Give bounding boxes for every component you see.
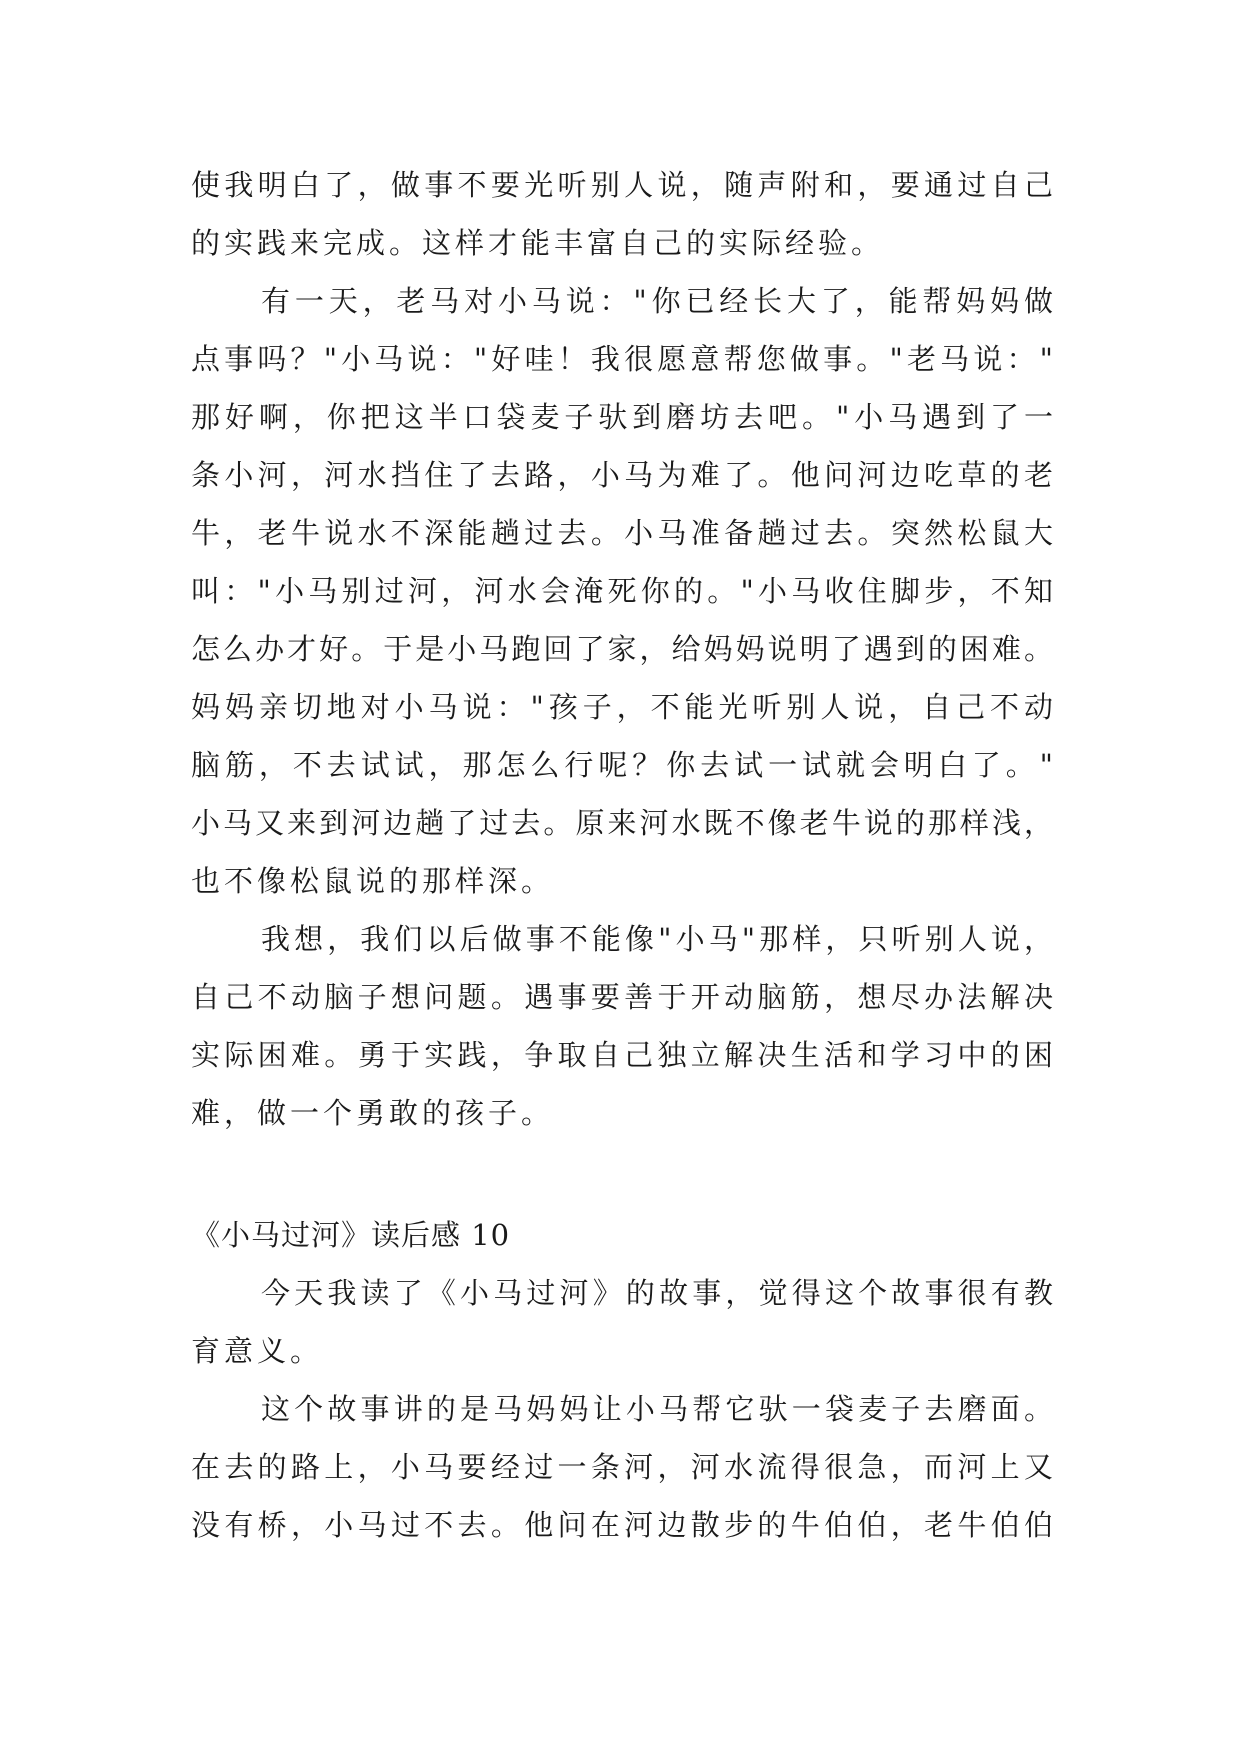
text-line: 那好啊，你把这半口袋麦子驮到磨坊去吧。"小马遇到了一 [191,400,1053,434]
text-line: 在去的路上，小马要经过一条河，河水流得很急，而河上又 [191,1450,1053,1484]
paragraph-summary [191,1380,1053,1554]
text-line: 也不像松鼠说的那样深。 [191,864,555,898]
text-line: 有一天，老马对小马说："你已经长大了，能帮妈妈做 [261,284,1053,318]
text-line: 妈妈亲切地对小马说："孩子，不能光听别人说，自己不动 [191,690,1053,724]
text-line: 我想，我们以后做事不能像"小马"那样，只听别人说， [261,922,1053,956]
paragraph-reflection [191,910,1053,1142]
text-line: 点事吗？"小马说："好哇！我很愿意帮您做事。"老马说：" [191,342,1053,376]
text-line: 难，做一个勇敢的孩子。 [191,1096,555,1130]
text-line: 没有桥，小马过不去。他问在河边散步的牛伯伯，老牛伯伯 [191,1508,1053,1542]
text-line: 使我明白了，做事不要光听别人说，随声附和，要通过自己 [191,168,1053,202]
text-line: 实际困难。勇于实践，争取自己独立解决生活和学习中的困 [191,1038,1053,1072]
section-heading: 《小马过河》读后感 10 [191,1218,511,1252]
text-line: 脑筋，不去试试，那怎么行呢？你去试一试就会明白了。" [191,748,1053,782]
text-line: 的实践来完成。这样才能丰富自己的实际经验。 [191,226,885,260]
paragraph-conclusion-prev [191,156,1053,272]
section-gap [191,1142,1053,1206]
paragraph-intro [191,1264,1053,1380]
text-line: 叫："小马别过河，河水会淹死你的。"小马收住脚步，不知 [191,574,1053,608]
text-line: 怎么办才好。于是小马跑回了家，给妈妈说明了遇到的困难。 [191,632,1053,666]
text-line: 今天我读了《小马过河》的故事，觉得这个故事很有教 [261,1276,1053,1310]
text-line: 育意义。 [191,1334,324,1368]
text-line: 这个故事讲的是马妈妈让小马帮它驮一袋麦子去磨面。 [261,1392,1053,1426]
paragraph-story [191,272,1053,910]
text-line: 小马又来到河边趟了过去。原来河水既不像老牛说的那样浅， [191,806,1053,840]
text-line: 自己不动脑子想问题。遇事要善于开动脑筋，想尽办法解决 [191,980,1053,1014]
text-line: 牛，老牛说水不深能趟过去。小马准备趟过去。突然松鼠大 [191,516,1053,550]
text-line: 条小河，河水挡住了去路，小马为难了。他问河边吃草的老 [191,458,1053,492]
document-body [191,156,1053,1554]
